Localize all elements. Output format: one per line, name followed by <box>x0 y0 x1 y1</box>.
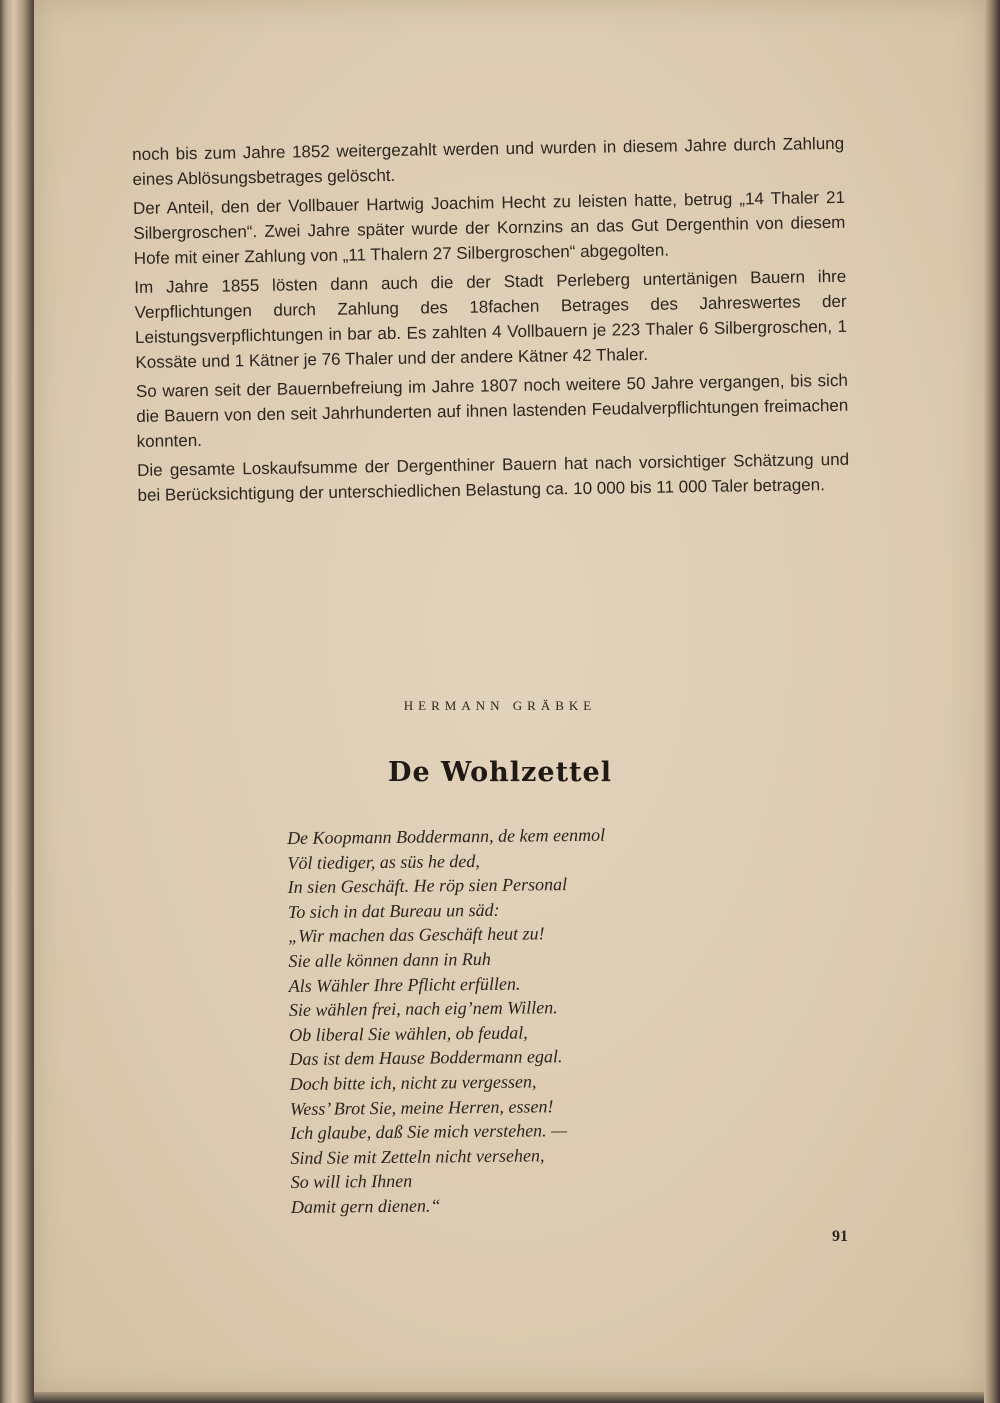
body-text <box>132 131 850 512</box>
paragraph: Der Anteil, den der Vollbauer Hartwig Joachim Hecht zu leisten hatte, betrug „14 Thaler 21 Silbergroschen“. Zwei Jahre später wurde der Kornzins an das Gut Dergenthin von diesem Hofe mit einer Zahlung von „11 Thalern 27 Silbergroschen“ abgegolten. <box>132 187 846 268</box>
paragraph: noch bis zum Jahre 1852 weitergezahlt werden und wurden in diesem Jahre durch Zahlung eines Ablösungsbetrages gelöscht. <box>132 133 845 189</box>
poem-title: De Wohlzettel <box>388 757 612 788</box>
poem-line: Sie wählen frei, nach eig’nem Willen. <box>288 997 558 1021</box>
poem-line: Ich glaube, daß Sie mich verstehen. — <box>290 1120 568 1144</box>
poem-line: Völ tiediger, as süs he ded, <box>287 850 480 873</box>
page-bottom-edge <box>34 1392 984 1403</box>
page-number: 91 <box>832 1228 848 1245</box>
poem-line: Sind Sie mit Zetteln nicht versehen, <box>290 1145 545 1168</box>
poem-line: De Koopmann Boddermann, de kem eenmol <box>287 824 606 848</box>
poem-line: Das ist dem Hause Boddermann egal. <box>289 1046 563 1070</box>
poem-line: In sien Geschäft. He röp sien Personal <box>287 874 568 898</box>
poem-line: Ob liberal Sie wählen, ob feudal, <box>289 1022 528 1045</box>
poem-line: Als Wähler Ihre Pflicht erfüllen. <box>288 973 521 996</box>
poem-line: „Wir machen das Geschäft heut zu! <box>288 923 545 947</box>
poem <box>287 823 609 1220</box>
poem-line: So will ich Ihnen <box>290 1171 413 1193</box>
poem-author: HERMANN GRÄBKE <box>403 698 597 713</box>
poem-line: Sie alle können dann in Ruh <box>288 948 491 971</box>
poem-line: Damit gern dienen.“ <box>290 1195 441 1217</box>
paragraph: Im Jahre 1855 lösten dann auch die der Stadt Perleberg untertänigen Bauern ihre Verpflichtungen durch Zahlung des 18fachen Betrages des Jahreswertes der Leistungsverpflichtungen in bar ab. Es zahlten 4 Vollbauern je 223 Thaler 6 Silbergroschen, 1 Kossäte und 1 Kätner je 76 Thaler und der andere Kätner 42 Thaler. <box>134 266 848 372</box>
poem-line: Doch bitte ich, nicht zu vergessen, <box>289 1071 537 1094</box>
poem-line: To sich in dat Bureau un säd: <box>287 899 500 922</box>
paragraph: So waren seit der Bauernbefreiung im Jahre 1807 noch weitere 50 Jahre vergangen, bis sich die Bauern von den seit Jahrhunderten auf ihnen lastenden Feudalverpflichtungen freimachen konnten. <box>135 370 849 451</box>
paragraph: Die gesamte Loskaufsumme der Dergenthiner Bauern hat nach vorsichtiger Schätzung und bei Berücksichtigung der unterschiedlichen Belastung ca. 10 000 bis 11 000 Taler betragen. <box>137 449 850 505</box>
poem-line: Wess’ Brot Sie, meine Herren, essen! <box>289 1095 554 1119</box>
